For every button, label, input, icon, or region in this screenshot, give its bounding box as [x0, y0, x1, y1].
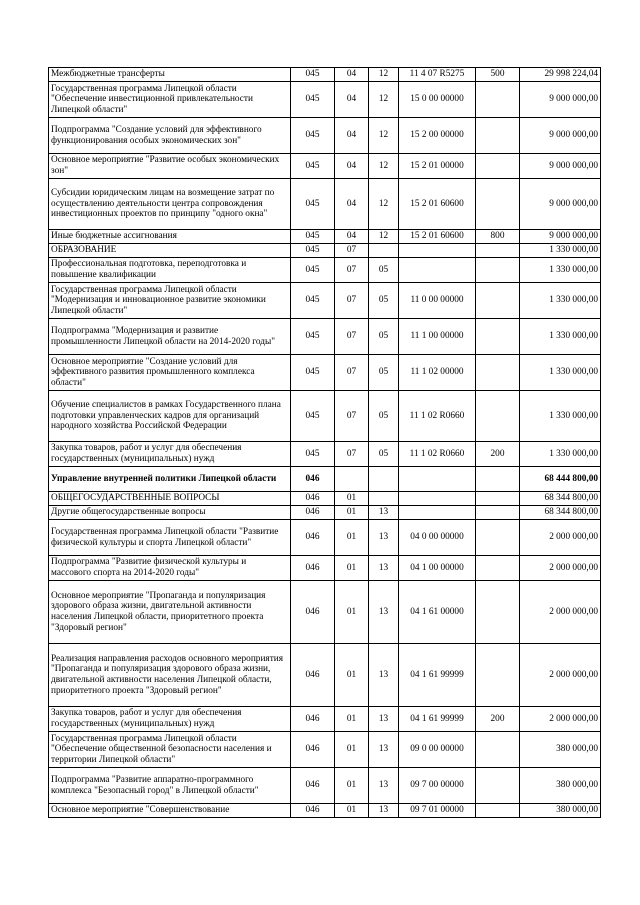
cell-csr: 11 4 07 R5275	[399, 68, 476, 82]
cell-vr	[476, 768, 520, 804]
cell-csr: 04 1 61 99999	[399, 707, 476, 732]
table-row	[49, 258, 601, 283]
cell-pr: 13	[369, 506, 399, 520]
cell-rz: 01	[335, 644, 369, 707]
cell-rz	[335, 467, 369, 492]
table-row	[49, 492, 601, 506]
cell-vr	[476, 355, 520, 391]
cell-sum: 1 330 000,00	[520, 442, 601, 467]
cell-pr: 13	[369, 804, 399, 818]
cell-csr: 04 0 00 00000	[399, 520, 476, 556]
cell-csr: 09 0 00 00000	[399, 732, 476, 768]
cell-sum: 9 000 000,00	[520, 230, 601, 244]
cell-pr: 13	[369, 732, 399, 768]
cell-sum: 9 000 000,00	[520, 118, 601, 154]
budget-document-page	[48, 67, 600, 818]
cell-ved: 045	[291, 230, 335, 244]
cell-pr: 12	[369, 118, 399, 154]
cell-csr: 11 0 00 00000	[399, 283, 476, 319]
cell-csr: 15 2 01 60600	[399, 230, 476, 244]
table-row	[49, 244, 601, 258]
cell-ved: 046	[291, 707, 335, 732]
cell-ved: 045	[291, 319, 335, 355]
cell-csr: 15 0 00 00000	[399, 82, 476, 118]
cell-vr	[476, 520, 520, 556]
cell-pr: 13	[369, 707, 399, 732]
cell-csr: 11 1 02 00000	[399, 355, 476, 391]
cell-sum: 380 000,00	[520, 804, 601, 818]
cell-csr: 15 2 00 00000	[399, 118, 476, 154]
cell-vr	[476, 244, 520, 258]
table-row	[49, 732, 601, 768]
cell-vr	[476, 644, 520, 707]
cell-sum: 2 000 000,00	[520, 581, 601, 644]
cell-rz: 01	[335, 556, 369, 581]
cell-rz: 07	[335, 258, 369, 283]
cell-csr: 11 1 02 R0660	[399, 391, 476, 442]
cell-sum: 9 000 000,00	[520, 154, 601, 179]
cell-ved: 046	[291, 732, 335, 768]
cell-csr	[399, 467, 476, 492]
table-row	[49, 804, 601, 818]
table-row	[49, 581, 601, 644]
cell-vr	[476, 391, 520, 442]
cell-csr	[399, 506, 476, 520]
table-row	[49, 68, 601, 82]
cell-ved: 045	[291, 283, 335, 319]
cell-pr	[369, 492, 399, 506]
cell-ved: 046	[291, 804, 335, 818]
cell-ved: 046	[291, 467, 335, 492]
cell-pr: 05	[369, 258, 399, 283]
cell-rz: 01	[335, 520, 369, 556]
table-row	[49, 644, 601, 707]
cell-rz: 01	[335, 768, 369, 804]
cell-vr	[476, 732, 520, 768]
cell-rz: 04	[335, 82, 369, 118]
cell-rz: 07	[335, 391, 369, 442]
cell-vr	[476, 82, 520, 118]
cell-pr: 13	[369, 520, 399, 556]
cell-rz: 01	[335, 581, 369, 644]
table-row	[49, 118, 601, 154]
cell-ved: 045	[291, 258, 335, 283]
cell-name: ОБЩЕГОСУДАРСТВЕННЫЕ ВОПРОСЫ	[49, 492, 291, 506]
cell-rz: 04	[335, 118, 369, 154]
cell-vr	[476, 492, 520, 506]
table-row	[49, 391, 601, 442]
cell-name: ОБРАЗОВАНИЕ	[49, 244, 291, 258]
cell-pr: 05	[369, 283, 399, 319]
cell-rz: 01	[335, 732, 369, 768]
table-row	[49, 179, 601, 230]
cell-name: Государственная программа Липецкой области "Обеспечение инвестиционной привлекательности Липецкой области"	[49, 82, 291, 118]
cell-ved: 045	[291, 391, 335, 442]
cell-sum: 68 344 800,00	[520, 492, 601, 506]
cell-rz: 04	[335, 68, 369, 82]
cell-name: Реализация направления расходов основного мероприятия "Пропаганда и популяризация здорового образа жизни, двигательной активности населения Липецкой области, приоритетного проекта "Здоровый регион"	[49, 644, 291, 707]
cell-sum: 1 330 000,00	[520, 319, 601, 355]
cell-vr	[476, 283, 520, 319]
cell-sum: 2 000 000,00	[520, 556, 601, 581]
cell-csr: 15 2 01 60600	[399, 179, 476, 230]
cell-vr	[476, 319, 520, 355]
cell-sum: 1 330 000,00	[520, 355, 601, 391]
cell-name: Другие общегосударственные вопросы	[49, 506, 291, 520]
cell-name: Обучение специалистов в рамках Государственного плана подготовки управленческих кадров для организаций народного хозяйства Российской Федерации	[49, 391, 291, 442]
cell-rz: 04	[335, 230, 369, 244]
cell-name: Государственная программа Липецкой области "Обеспечение общественной безопасности населения и территории Липецкой области"	[49, 732, 291, 768]
cell-name: Подпрограмма "Создание условий для эффективного функционирования особых экономических зон"	[49, 118, 291, 154]
cell-vr	[476, 506, 520, 520]
cell-vr	[476, 581, 520, 644]
cell-name: Основное мероприятие "Совершенствование	[49, 804, 291, 818]
cell-pr	[369, 244, 399, 258]
table-row	[49, 355, 601, 391]
cell-sum: 9 000 000,00	[520, 179, 601, 230]
cell-csr: 11 1 02 R0660	[399, 442, 476, 467]
cell-sum: 68 444 800,00	[520, 467, 601, 492]
cell-rz: 07	[335, 355, 369, 391]
cell-ved: 045	[291, 442, 335, 467]
cell-name: Межбюджетные трансферты	[49, 68, 291, 82]
cell-name: Государственная программа Липецкой области "Модернизация и инновационное развитие экономики Липецкой области"	[49, 283, 291, 319]
table-row	[49, 707, 601, 732]
cell-name: Управление внутренней политики Липецкой области	[49, 467, 291, 492]
cell-rz: 01	[335, 804, 369, 818]
cell-vr	[476, 467, 520, 492]
cell-pr: 12	[369, 68, 399, 82]
cell-pr: 13	[369, 556, 399, 581]
table-row	[49, 556, 601, 581]
cell-name: Основное мероприятие "Пропаганда и популяризация здорового образа жизни, двигательной активности населения Липецкой области, приоритетного проекта "Здоровый регион"	[49, 581, 291, 644]
cell-ved: 045	[291, 118, 335, 154]
cell-sum: 68 344 800,00	[520, 506, 601, 520]
cell-ved: 046	[291, 768, 335, 804]
cell-rz: 01	[335, 492, 369, 506]
cell-ved: 046	[291, 581, 335, 644]
cell-sum: 9 000 000,00	[520, 82, 601, 118]
cell-sum: 1 330 000,00	[520, 258, 601, 283]
cell-csr	[399, 492, 476, 506]
cell-rz: 07	[335, 244, 369, 258]
cell-pr: 05	[369, 391, 399, 442]
cell-pr: 12	[369, 179, 399, 230]
cell-csr	[399, 258, 476, 283]
cell-pr: 05	[369, 319, 399, 355]
cell-pr: 12	[369, 82, 399, 118]
cell-sum: 2 000 000,00	[520, 520, 601, 556]
budget-table-body	[49, 68, 601, 818]
cell-sum: 1 330 000,00	[520, 244, 601, 258]
cell-rz: 07	[335, 283, 369, 319]
cell-name: Подпрограмма "Развитие аппаратно-программного комплекса "Безопасный город" в Липецкой области"	[49, 768, 291, 804]
cell-sum: 29 998 224,04	[520, 68, 601, 82]
cell-vr	[476, 556, 520, 581]
cell-vr: 200	[476, 707, 520, 732]
cell-ved: 046	[291, 506, 335, 520]
table-row	[49, 154, 601, 179]
cell-csr: 04 1 61 99999	[399, 644, 476, 707]
cell-name: Профессиональная подготовка, переподготовка и повышение квалификации	[49, 258, 291, 283]
table-row	[49, 82, 601, 118]
table-row	[49, 506, 601, 520]
cell-name: Субсидии юридическим лицам на возмещение затрат по осуществлению деятельности центра сопровождения инвестиционных проектов по принципу "одного окна"	[49, 179, 291, 230]
cell-vr	[476, 804, 520, 818]
cell-pr: 05	[369, 442, 399, 467]
cell-ved: 046	[291, 556, 335, 581]
cell-name: Основное мероприятие "Развитие особых экономических зон"	[49, 154, 291, 179]
table-row	[49, 442, 601, 467]
cell-rz: 07	[335, 319, 369, 355]
cell-name: Закупка товаров, работ и услуг для обеспечения государственных (муниципальных) нужд	[49, 442, 291, 467]
budget-table	[48, 67, 601, 818]
cell-vr	[476, 154, 520, 179]
cell-ved: 045	[291, 154, 335, 179]
table-row	[49, 230, 601, 244]
cell-sum: 380 000,00	[520, 732, 601, 768]
cell-rz: 04	[335, 179, 369, 230]
cell-ved: 045	[291, 82, 335, 118]
cell-csr: 04 1 00 00000	[399, 556, 476, 581]
cell-sum: 1 330 000,00	[520, 391, 601, 442]
cell-sum: 1 330 000,00	[520, 283, 601, 319]
cell-vr	[476, 258, 520, 283]
cell-name: Закупка товаров, работ и услуг для обеспечения государственных (муниципальных) нужд	[49, 707, 291, 732]
cell-rz: 04	[335, 154, 369, 179]
cell-csr: 04 1 61 00000	[399, 581, 476, 644]
cell-rz: 07	[335, 442, 369, 467]
cell-pr: 12	[369, 154, 399, 179]
cell-name: Подпрограмма "Развитие физической культуры и массового спорта на 2014-2020 годы"	[49, 556, 291, 581]
cell-pr: 13	[369, 768, 399, 804]
cell-pr: 12	[369, 230, 399, 244]
cell-vr	[476, 118, 520, 154]
table-row	[49, 768, 601, 804]
cell-ved: 045	[291, 355, 335, 391]
cell-rz: 01	[335, 707, 369, 732]
cell-name: Иные бюджетные ассигнования	[49, 230, 291, 244]
table-row	[49, 283, 601, 319]
cell-name: Государственная программа Липецкой области "Развитие физической культуры и спорта Липецкой области"	[49, 520, 291, 556]
cell-csr: 09 7 00 00000	[399, 768, 476, 804]
cell-pr: 05	[369, 355, 399, 391]
cell-ved: 046	[291, 520, 335, 556]
table-row	[49, 319, 601, 355]
cell-name: Основное мероприятие "Создание условий для эффективного развития промышленного комплекса области"	[49, 355, 291, 391]
cell-vr: 200	[476, 442, 520, 467]
cell-ved: 046	[291, 492, 335, 506]
cell-csr	[399, 244, 476, 258]
cell-sum: 2 000 000,00	[520, 644, 601, 707]
cell-vr: 500	[476, 68, 520, 82]
cell-ved: 046	[291, 644, 335, 707]
cell-sum: 2 000 000,00	[520, 707, 601, 732]
cell-sum: 380 000,00	[520, 768, 601, 804]
cell-rz: 01	[335, 506, 369, 520]
cell-ved: 045	[291, 244, 335, 258]
table-row	[49, 520, 601, 556]
cell-pr: 13	[369, 644, 399, 707]
cell-csr: 15 2 01 00000	[399, 154, 476, 179]
cell-vr: 800	[476, 230, 520, 244]
cell-pr: 13	[369, 581, 399, 644]
cell-ved: 045	[291, 68, 335, 82]
cell-vr	[476, 179, 520, 230]
cell-name: Подпрограмма "Модернизация и развитие промышленности Липецкой области на 2014-2020 годы"	[49, 319, 291, 355]
cell-ved: 045	[291, 179, 335, 230]
cell-pr	[369, 467, 399, 492]
table-row	[49, 467, 601, 492]
cell-csr: 11 1 00 00000	[399, 319, 476, 355]
cell-csr: 09 7 01 00000	[399, 804, 476, 818]
